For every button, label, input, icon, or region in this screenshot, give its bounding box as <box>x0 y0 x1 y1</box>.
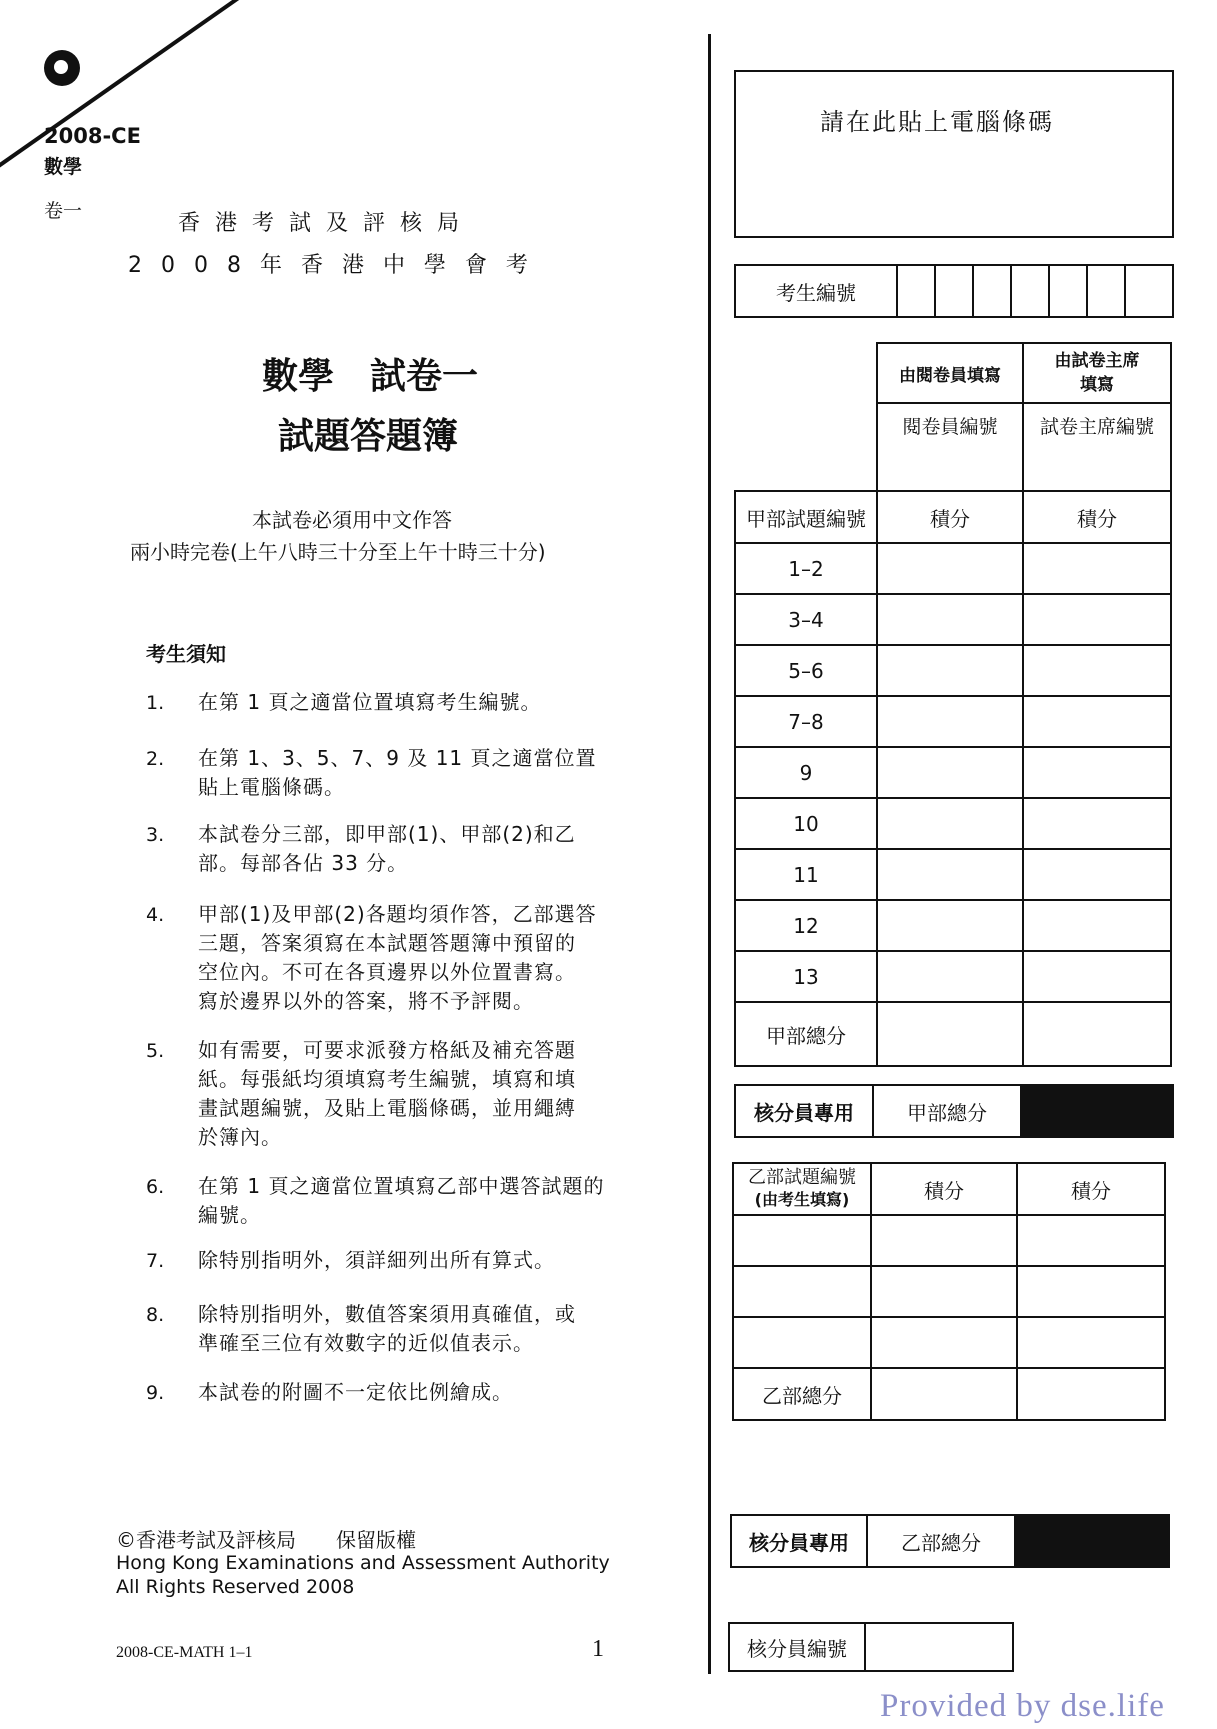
question-number: 9 <box>734 746 878 799</box>
marker-number-label: 閱卷員編號 <box>902 416 998 438</box>
time-note: 兩小時完卷(上午八時三十分至上午十時三十分) <box>130 540 546 564</box>
chief-score-cell[interactable] <box>1022 542 1172 595</box>
question-number: 3–4 <box>734 593 878 646</box>
barcode-label: 請在此貼上電腦條碼 <box>820 108 1054 136</box>
chief-score-cell[interactable] <box>1022 950 1172 1003</box>
copyright-chinese: ©香港考試及評核局 保留版權 <box>116 1528 416 1552</box>
section-b-chief-cell[interactable] <box>1016 1214 1166 1267</box>
chief-header: 由試卷主席填寫 <box>1022 342 1172 404</box>
chief-number-label: 試卷主席編號 <box>1039 416 1154 438</box>
paper-title: 數學 試卷一 <box>262 356 479 397</box>
instruction-number: 7. <box>146 1250 165 1272</box>
section-b-question-note: (由考生填寫) <box>754 1190 850 1209</box>
question-number: 5–6 <box>734 644 878 697</box>
marker-number-cell <box>876 402 1024 492</box>
footer-code: 2008-CE-MATH 1–1 <box>116 1644 253 1661</box>
checker-use-label: 核分員專用 <box>734 1084 874 1138</box>
candidate-number-box[interactable] <box>1086 264 1126 318</box>
checker-section-b-total-box[interactable] <box>1014 1514 1170 1568</box>
section-b-marker-cell[interactable] <box>870 1265 1018 1318</box>
instruction-number: 8. <box>146 1304 165 1326</box>
checker-section-a-total-label: 甲部總分 <box>872 1084 1022 1138</box>
section-b-total-chief[interactable] <box>1016 1367 1166 1421</box>
section-a-total-marker[interactable] <box>876 1001 1024 1067</box>
watermark: Provided by dse.life <box>880 1688 1165 1724</box>
question-number: 10 <box>734 797 878 850</box>
checker-number-label: 核分員編號 <box>728 1622 866 1672</box>
chief-score-cell[interactable] <box>1022 593 1172 646</box>
instruction-text: 甲部(1)及甲部(2)各題均須作答，乙部選答 三題，答案須寫在本試題答題簿中預留的 空位內。不可在各頁邊界以外位置書寫。 寫於邊界以外的答案，將不予評閱。 <box>198 902 597 1013</box>
instruction-number: 6. <box>146 1176 165 1198</box>
section-b-question-cell[interactable] <box>732 1214 872 1267</box>
barcode-box <box>734 70 1174 238</box>
section-b-question-cell[interactable] <box>732 1316 872 1369</box>
question-number: 1–2 <box>734 542 878 595</box>
section-b-total-marker[interactable] <box>870 1367 1018 1421</box>
marker-score-cell[interactable] <box>876 899 1024 952</box>
exam-name: 2 0 0 8 年 香 港 中 學 會 考 <box>128 253 534 278</box>
marker-score-cell[interactable] <box>876 593 1024 646</box>
section-b-chief-marks-header: 積分 <box>1016 1162 1166 1216</box>
subject-label: 數學 <box>44 156 83 178</box>
chief-score-cell[interactable] <box>1022 797 1172 850</box>
authority-name: 香 港 考 試 及 評 核 局 <box>178 211 463 236</box>
page-divider <box>708 34 711 1674</box>
chief-score-cell[interactable] <box>1022 644 1172 697</box>
marker-header: 由閱卷員填寫 <box>876 342 1024 404</box>
instruction-text: 在第 1 頁之適當位置填寫乙部中選答試題的 編號。 <box>198 1174 605 1227</box>
chief-score-cell[interactable] <box>1022 899 1172 952</box>
instruction-text: 本試卷分三部，即甲部(1)、甲部(2)和乙 部。每部各佔 33 分。 <box>198 822 576 875</box>
page-number: 1 <box>592 1636 604 1662</box>
section-b-question-title: 乙部試題編號 <box>748 1167 856 1188</box>
checker-use-label-b: 核分員專用 <box>730 1514 868 1568</box>
candidate-number-label: 考生編號 <box>734 264 898 318</box>
marker-score-cell[interactable] <box>876 746 1024 799</box>
section-b-total-label: 乙部總分 <box>732 1367 872 1421</box>
section-b-chief-cell[interactable] <box>1016 1265 1166 1318</box>
instruction-text: 在第 1、3、5、7、9 及 11 頁之適當位置 貼上電腦條碼。 <box>198 746 597 799</box>
instruction-text: 除特別指明外，數值答案須用真確值，或 準確至三位有效數字的近似值表示。 <box>198 1302 576 1355</box>
candidate-number-box[interactable] <box>1010 264 1050 318</box>
candidate-number-box[interactable] <box>1048 264 1088 318</box>
candidate-number-box[interactable] <box>896 264 936 318</box>
checker-number-box[interactable] <box>864 1622 1014 1672</box>
instruction-number: 3. <box>146 824 165 846</box>
instructions-heading: 考生須知 <box>146 642 226 666</box>
marker-score-cell[interactable] <box>876 542 1024 595</box>
chief-score-cell[interactable] <box>1022 746 1172 799</box>
candidate-number-box[interactable] <box>934 264 974 318</box>
copyright-english: Hong Kong Examinations and Assessment Authority <box>116 1552 610 1574</box>
paper-number: 卷一 <box>44 200 83 222</box>
checker-section-a-total-box[interactable] <box>1020 1084 1174 1138</box>
chief-score-cell[interactable] <box>1022 695 1172 748</box>
marker-score-cell[interactable] <box>876 950 1024 1003</box>
instruction-number: 5. <box>146 1040 165 1062</box>
instruction-number: 2. <box>146 748 165 770</box>
candidate-number-box[interactable] <box>972 264 1012 318</box>
section-a-total-label: 甲部總分 <box>734 1001 878 1067</box>
section-b-marker-marks-header: 積分 <box>870 1162 1018 1216</box>
candidate-number-box[interactable] <box>1124 264 1174 318</box>
instruction-text: 本試卷的附圖不一定依比例繪成。 <box>198 1380 513 1404</box>
marker-score-cell[interactable] <box>876 695 1024 748</box>
question-number: 13 <box>734 950 878 1003</box>
section-a-total-chief[interactable] <box>1022 1001 1172 1067</box>
chief-marks-header: 積分 <box>1022 490 1172 544</box>
instruction-text: 在第 1 頁之適當位置填寫考生編號。 <box>198 690 542 714</box>
section-b-question-header <box>732 1162 872 1216</box>
instruction-text: 除特別指明外，須詳細列出所有算式。 <box>198 1248 555 1272</box>
marker-marks-header: 積分 <box>876 490 1024 544</box>
section-b-question-cell[interactable] <box>732 1265 872 1318</box>
paper-code: 2008-CE <box>44 124 141 148</box>
chief-score-cell[interactable] <box>1022 848 1172 901</box>
copyright-year: All Rights Reserved 2008 <box>116 1576 355 1598</box>
section-b-marker-cell[interactable] <box>870 1316 1018 1369</box>
language-note: 本試卷必須用中文作答 <box>252 508 452 532</box>
instruction-number: 1. <box>146 692 165 714</box>
instruction-text: 如有需要，可要求派發方格紙及補充答題 紙。每張紙均須填寫考生編號，填寫和填 畫試題編號，及貼上電腦條碼，並用繩縛 於簿內。 <box>198 1038 576 1149</box>
question-number: 11 <box>734 848 878 901</box>
logo-dot <box>54 60 68 74</box>
instruction-number: 9. <box>146 1382 165 1404</box>
booklet-title: 試題答題簿 <box>278 416 459 457</box>
question-number: 7–8 <box>734 695 878 748</box>
section-a-question-header: 甲部試題編號 <box>734 490 878 544</box>
section-b-chief-cell[interactable] <box>1016 1316 1166 1369</box>
instruction-number: 4. <box>146 904 165 926</box>
marker-score-cell[interactable] <box>876 644 1024 697</box>
chief-number-cell <box>1022 402 1172 492</box>
marker-score-cell[interactable] <box>876 848 1024 901</box>
checker-section-b-total-label: 乙部總分 <box>866 1514 1016 1568</box>
question-number: 12 <box>734 899 878 952</box>
marker-score-cell[interactable] <box>876 797 1024 850</box>
section-b-marker-cell[interactable] <box>870 1214 1018 1267</box>
